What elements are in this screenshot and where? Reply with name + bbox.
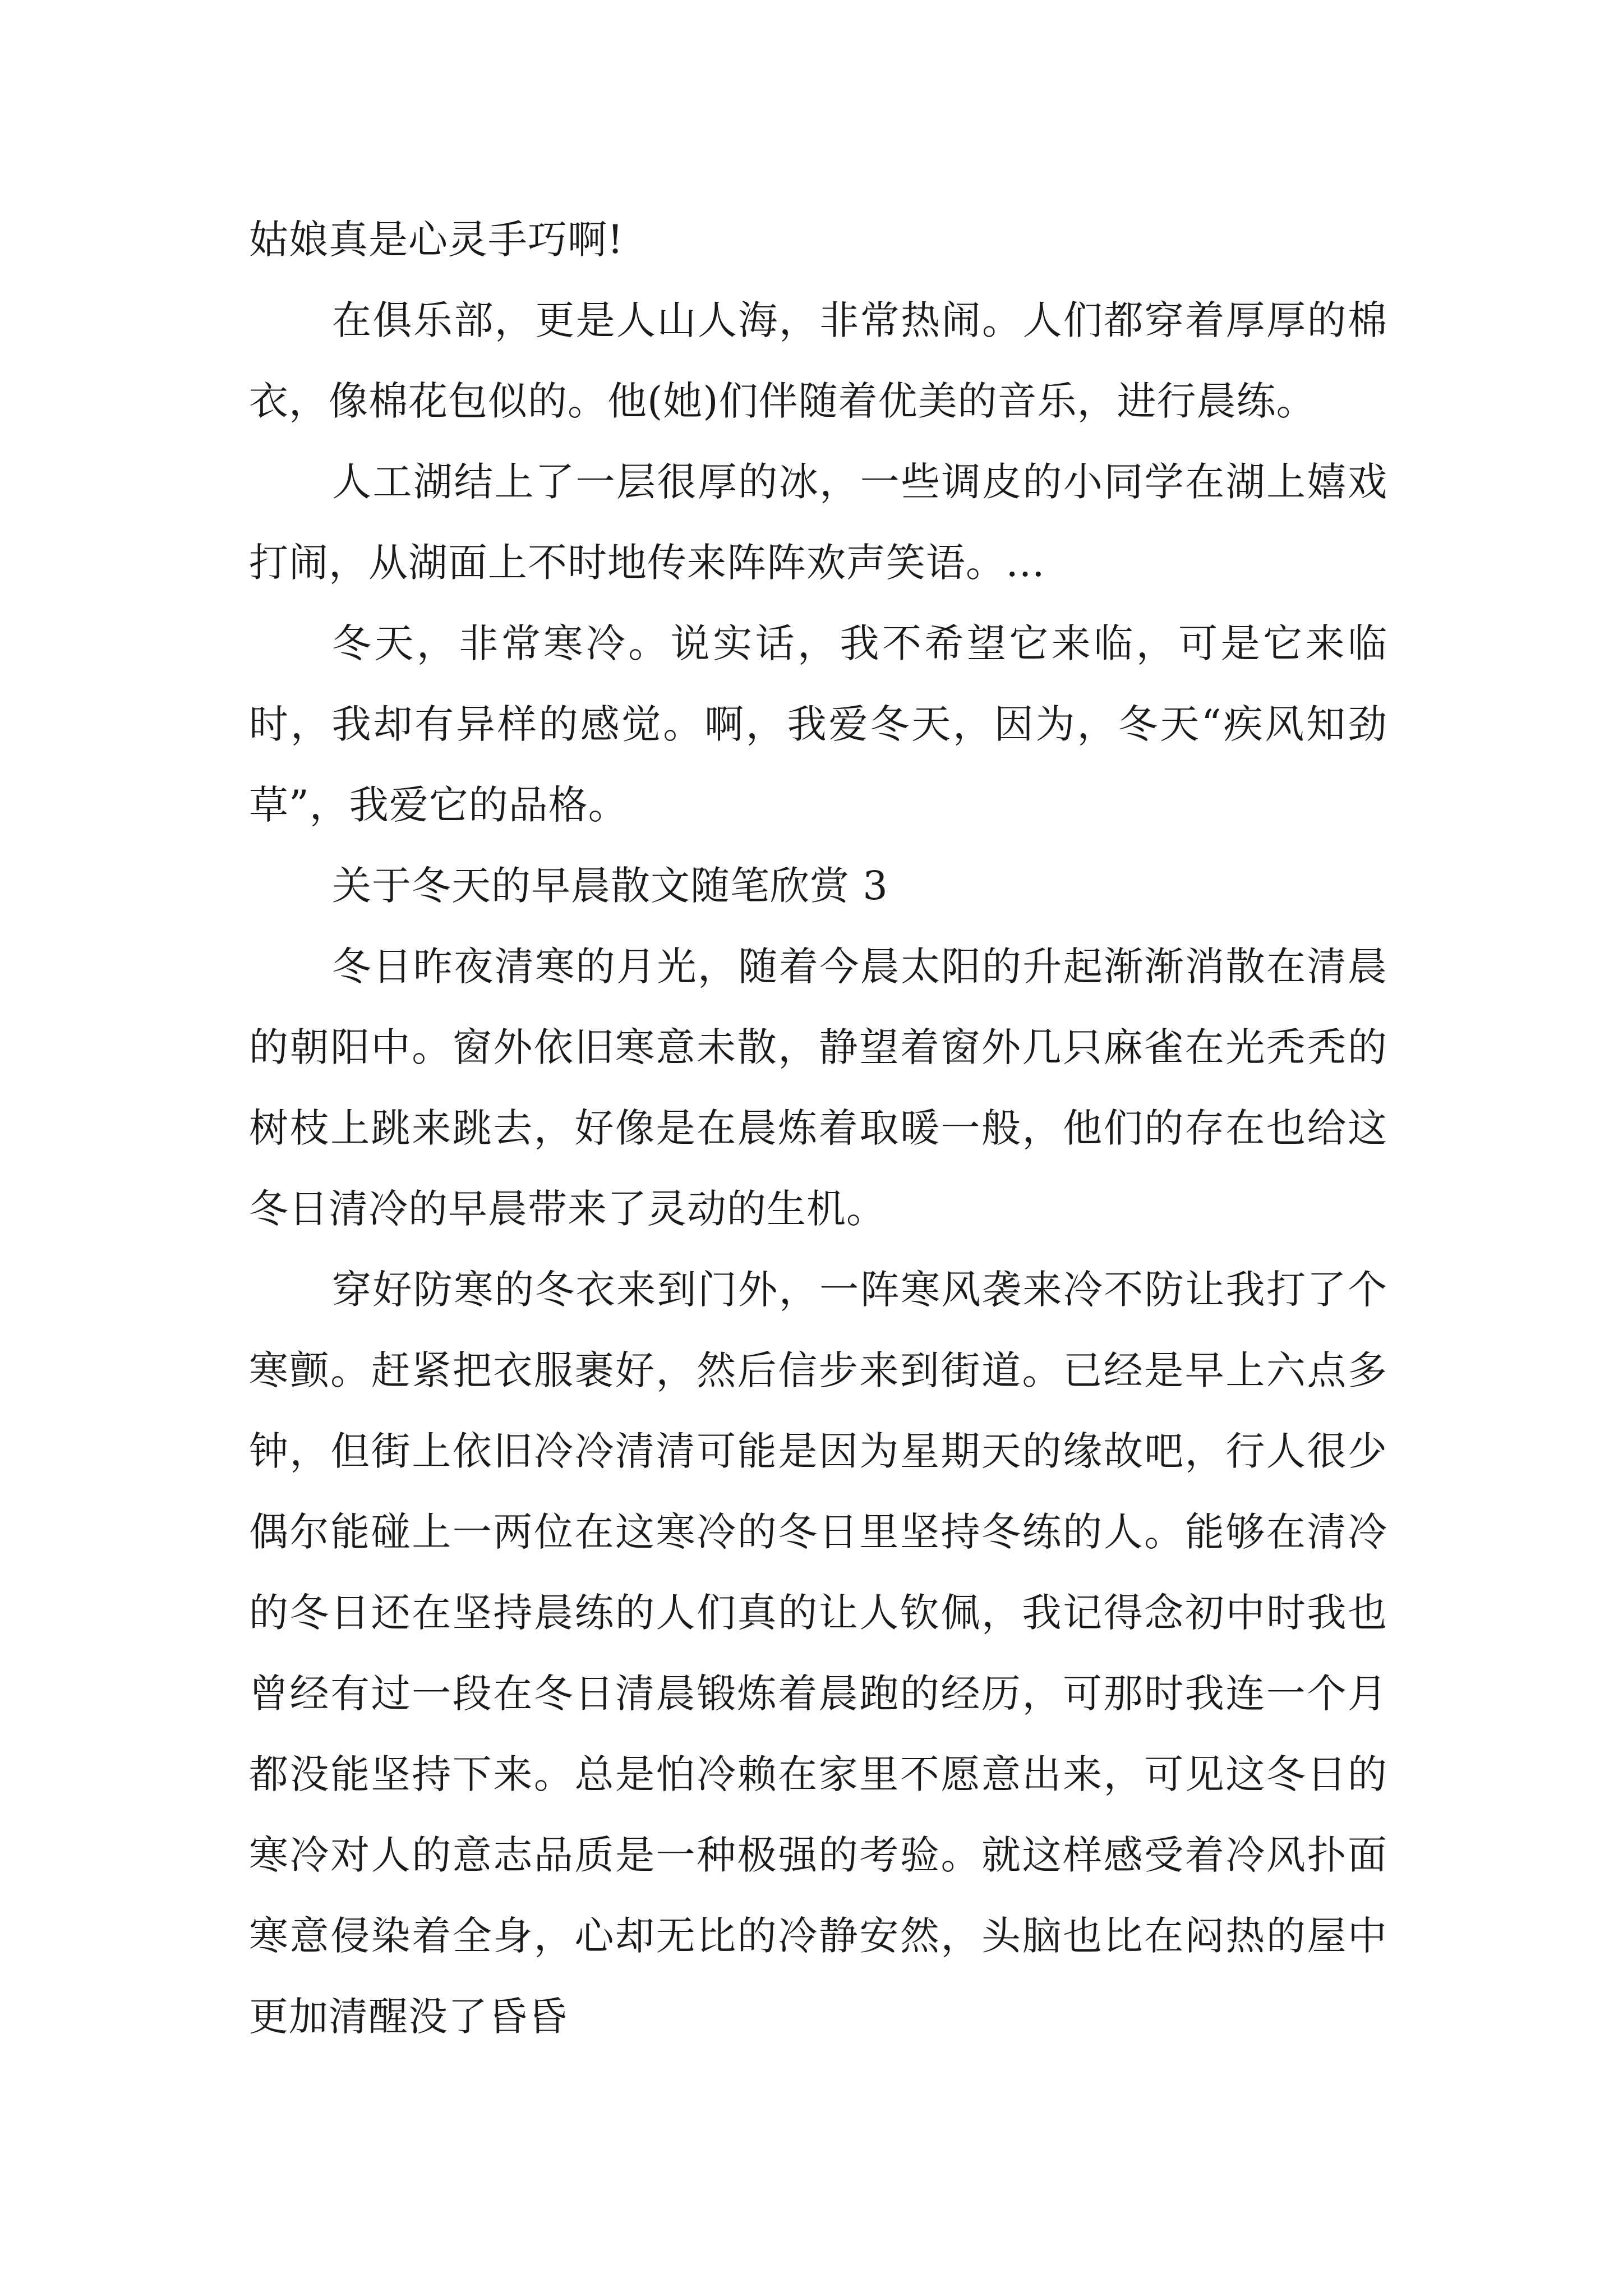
paragraph-6: 穿好防寒的冬衣来到门外，一阵寒风袭来冷不防让我打了个寒颤。赶紧把衣服裹好，然后信步来到街道。已经是早上六点多钟，但街上依旧冷冷清清可能是因为星期天的缘故吧，行人很少偶尔能碰上一两位在这寒冷的冬日里坚持冬练的人。能够在清冷的冬日还在坚持晨练的人们真的让人钦佩，我记得念初中时我也曾经有过一段在冬日清晨锻炼着晨跑的经历，可那时我连一个月都没能坚持下来。总是怕冷赖在家里不愿意出来，可见这冬日的寒冷对人的意志品质是一种极强的考验。就这样感受着冷风扑面寒意侵染着全身，心却无比的冷静安然，头脑也比在闷热的屋中更加清醒没了昏昏: [249, 1267, 1387, 2040]
paragraph-1: 姑娘真是心灵手巧啊!: [249, 217, 624, 263]
document-body: [249, 199, 1387, 2057]
paragraph-4: 冬天，非常寒冷。说实话，我不希望它来临，可是它来临时，我却有异样的感觉。啊，我爱冬天，因为，冬天“疾风知劲草”，我爱它的品格。: [249, 620, 1387, 828]
paragraph-5: 冬日昨夜清寒的月光，随着今晨太阳的升起渐渐消散在清晨的朝阳中。窗外依旧寒意未散，静望着窗外几只麻雀在光秃秃的树枝上跳来跳去，好像是在晨炼着取暖一般，他们的存在也给这冬日清冷的早晨带来了灵动的生机。: [249, 944, 1387, 1232]
paragraph-2: 在俱乐部，更是人山人海，非常热闹。人们都穿着厚厚的棉衣，像棉花包似的。他(她)们伴随着优美的音乐，进行晨练。: [249, 297, 1387, 424]
paragraph-3: 人工湖结上了一层很厚的冰，一些调皮的小同学在湖上嬉戏打闹，从湖面上不时地传来阵阵欢声笑语。…: [249, 459, 1387, 586]
section-heading: 关于冬天的早晨散文随笔欣赏 3: [332, 863, 888, 909]
